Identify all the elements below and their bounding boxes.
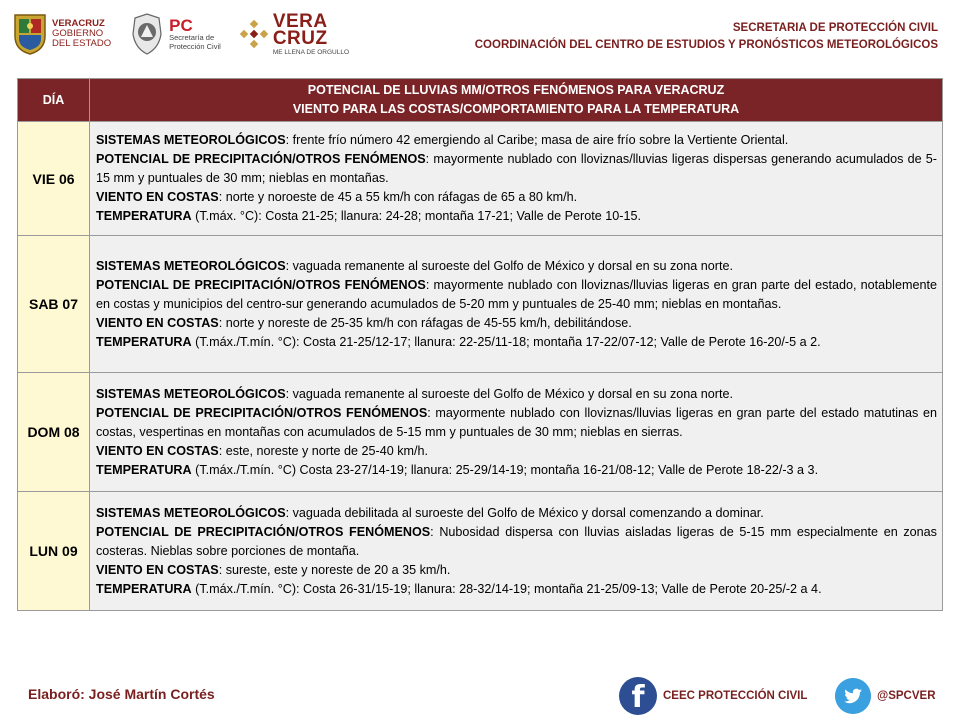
org-name: SECRETARIA DE PROTECCIÓN CIVIL (732, 22, 938, 34)
pc-logo-line2: Protección Civil (169, 41, 221, 51)
systems-label: SISTEMAS METEOROLÓGICOS (96, 505, 286, 520)
org-department: COORDINACIÓN DEL CENTRO DE ESTUDIOS Y PRONÓSTICOS METEOROLÓGICOS (474, 39, 938, 51)
systems-text: : vaguada debilitada al suroeste del Golfo de México y dorsal comenzando a dominar. (285, 505, 764, 520)
forecast-cell (90, 236, 943, 373)
precipitation-line (96, 150, 937, 188)
wind-line (96, 561, 937, 580)
forecast-cell (90, 492, 943, 611)
day-cell: VIE 06 (18, 122, 90, 236)
temperature-line (96, 333, 937, 352)
veracruz-shield-icon (12, 12, 48, 56)
table-header-row (18, 79, 943, 122)
temperature-label: TEMPERATURA (96, 334, 192, 349)
wind-text: : norte y noreste de 25-35 km/h con ráfagas de 45-55 km/h, debilitándose. (218, 315, 632, 330)
twitter-label[interactable]: @SPCVER (877, 690, 936, 702)
gov-logo-line1: VERACRUZ (52, 18, 105, 29)
veracruz-gov-logo (12, 12, 111, 56)
table-row (18, 236, 943, 373)
systems-text: : vaguada remanente al suroeste del Golfo de México y dorsal en su zona norte. (285, 386, 733, 401)
wind-line (96, 442, 937, 461)
precipitation-label: POTENCIAL DE PRECIPITACIÓN/OTROS FENÓMENOS (96, 524, 431, 539)
systems-line (96, 385, 937, 404)
temperature-text: (T.máx./T.mín. °C): Costa 26-31/15-19; llanura: 28-32/14-19; montaña 21-25/09-13; Valle de Perote 20-25/-2 a 4. (191, 581, 822, 596)
proteccion-civil-logo (129, 12, 221, 56)
civil-protection-emblem-icon (129, 12, 165, 56)
day-cell: SAB 07 (18, 236, 90, 373)
vc-logo-tagline: ME LLENA DE ORGULLO (272, 48, 350, 56)
systems-label: SISTEMAS METEOROLÓGICOS (96, 386, 286, 401)
day-cell: LUN 09 (18, 492, 90, 611)
precipitation-label: POTENCIAL DE PRECIPITACIÓN/OTROS FENÓMENOS (96, 405, 428, 420)
column-header-day: DÍA (18, 79, 90, 122)
precipitation-text: : mayormente nublado con lloviznas/lluvias ligeras dispersas generando acumulados de 5-15 mm y puntuales de 30 mm; nieblas en montañas. (96, 152, 937, 185)
wind-text: : norte y noroeste de 45 a 55 km/h con ráfagas de 65 a 80 km/h. (218, 190, 578, 204)
systems-line (96, 504, 937, 523)
temperature-text: (T.máx./T.mín. °C) Costa 23-27/14-19; llanura: 25-29/14-19; montaña 16-21/08-12; Valle de Perote 18-22/-3 a 3. (191, 462, 819, 477)
precipitation-label: POTENCIAL DE PRECIPITACIÓN/OTROS FENÓMENOS (96, 152, 426, 166)
forecast-cell (90, 373, 943, 492)
temperature-line (96, 461, 937, 480)
precipitation-label: POTENCIAL DE PRECIPITACIÓN/OTROS FENÓMENOS (96, 277, 426, 292)
wind-label: VIENTO EN COSTAS (96, 190, 219, 204)
forecast-table (17, 78, 943, 611)
wind-label: VIENTO EN COSTAS (96, 562, 219, 577)
wind-line (96, 314, 937, 333)
precipitation-line (96, 404, 937, 442)
systems-text: : vaguada remanente al suroeste del Golfo de México y dorsal en su zona norte. (285, 258, 733, 273)
temperature-line (96, 580, 937, 599)
gov-logo-line2: GOBIERNO (52, 28, 104, 39)
table-row (18, 122, 943, 236)
temperature-label: TEMPERATURA (96, 581, 192, 596)
column-header-forecast-line1: POTENCIAL DE LLUVIAS MM/OTROS FENÓMENOS PARA VERACRUZ (307, 83, 725, 97)
facebook-label[interactable]: CEEC PROTECCIÓN CIVIL (663, 690, 808, 702)
column-header-forecast (90, 79, 943, 122)
pc-logo-mark: PC (169, 16, 193, 35)
forecast-cell (90, 122, 943, 236)
precipitation-line (96, 276, 937, 314)
wind-text: : sureste, este y noreste de 20 a 35 km/h. (218, 562, 451, 577)
pc-logo-line1: Secretaría de (169, 33, 215, 42)
systems-line (96, 131, 937, 150)
vc-logo-line1: VERA (272, 10, 328, 32)
twitter-link[interactable] (835, 678, 936, 714)
author-credit: Elaboró: José Martín Cortés (28, 686, 215, 702)
systems-label: SISTEMAS METEOROLÓGICOS (96, 133, 286, 147)
temperature-text: (T.máx./T.mín. °C): Costa 21-25/12-17; llanura: 22-25/11-18; montaña 17-22/07-12; Valle de Perote 16-20/-5 a 2. (191, 334, 821, 349)
wind-text: : este, noreste y norte de 25-40 km/h. (218, 443, 429, 458)
wind-label: VIENTO EN COSTAS (96, 443, 219, 458)
gov-logo-line3: DEL ESTADO (52, 38, 112, 49)
table-row (18, 373, 943, 492)
temperature-label: TEMPERATURA (96, 462, 192, 477)
veracruz-pattern-icon (239, 19, 269, 49)
systems-text: : frente frío número 42 emergiendo al Caribe; masa de aire frío sobre la Vertiente Oriental. (285, 133, 789, 147)
systems-line (96, 257, 937, 276)
temperature-text: (T.máx. °C): Costa 21-25; llanura: 24-28; montaña 17-21; Valle de Perote 10-15. (191, 209, 641, 223)
precipitation-text: : mayormente nublado con lloviznas/lluvias ligeras en gran parte del estado matutinas en costas, vespertinas en montañas con acumulados de 5-15 mm y puntuales de 30 mm; nieblas en sierras. (96, 405, 937, 439)
wind-label: VIENTO EN COSTAS (96, 315, 219, 330)
precipitation-text: : mayormente nublado con lloviznas/lluvias ligeras en gran parte del estado, notablemente en costas y municipios del centro-sur generando acumulados de 5-20 mm y puntuales de 25-40 mm; nieblas en montañas. (96, 277, 937, 311)
table-row (18, 492, 943, 611)
twitter-icon[interactable] (835, 678, 871, 714)
systems-label: SISTEMAS METEOROLÓGICOS (96, 258, 286, 273)
header-logos (12, 8, 349, 60)
column-header-forecast-line2: VIENTO PARA LAS COSTAS/COMPORTAMIENTO PARA LA TEMPERATURA (292, 102, 740, 116)
vc-logo-line2: CRUZ (272, 27, 328, 49)
veracruz-brand-logo (239, 10, 350, 56)
facebook-link[interactable] (619, 677, 807, 715)
organization-header (475, 20, 938, 54)
precipitation-line (96, 523, 937, 561)
facebook-icon[interactable]: f (619, 677, 657, 715)
wind-line (96, 188, 937, 207)
day-cell: DOM 08 (18, 373, 90, 492)
temperature-line (96, 207, 937, 226)
precipitation-text: : Nubosidad dispersa con lluvias aisladas ligeras de 5-15 mm especialmente en zonas costeras. Nieblas sobre porciones de montaña. (96, 524, 937, 558)
temperature-label: TEMPERATURA (96, 209, 192, 223)
